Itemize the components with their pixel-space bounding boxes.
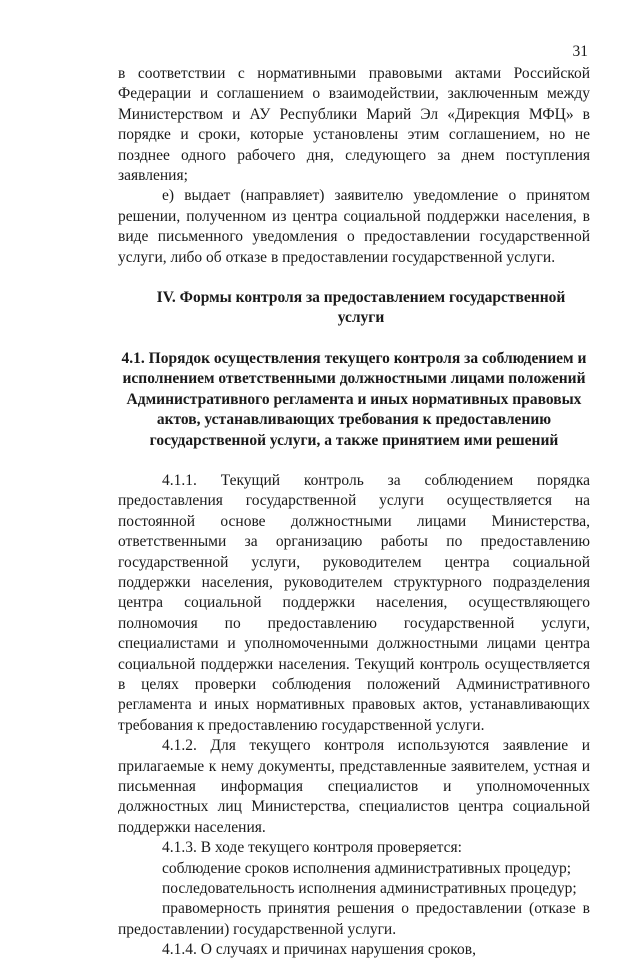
paragraph-continuation: в соответствии с нормативными правовыми актами Российской Федерации и соглашением о взаимодействии, заключенным между Министерством и АУ Республики Марий Эл «Дирекция МФЦ» в порядке и сроки, которые установлены этим соглашением, но не позднее одного рабочего дня, следующего за днем поступления заявления; <box>118 65 590 185</box>
paragraph-4-1-3: 4.1.3. В ходе текущего контроля проверяется: <box>162 839 462 857</box>
list-item: последовательность исполнения административных процедур; <box>162 880 577 898</box>
list-item: правомерность принятия решения о предоставлении (отказе в предоставлении) государственной услуги. <box>118 900 590 938</box>
section-heading: IV. Формы контроля за предоставлением государственной услуги <box>156 289 566 327</box>
paragraph-item-e: е) выдает (направляет) заявителю уведомление о принятом решении, полученном из центра социальной поддержки населения, в виде письменного уведомления о предоставлении государственной услуги, либо об отказе в предоставлении государственной услуги. <box>118 187 590 266</box>
subsection-heading: 4.1. Порядок осуществления текущего контроля за соблюдением и исполнением ответственными должностными лицами положений Административного регламента и иных нормативных правовых актов, устанавливающих требования к предоставлению государственной услуги, а также принятием ими решений <box>121 349 587 449</box>
page-number: 31 <box>572 43 588 60</box>
list-item: соблюдение сроков исполнения административных процедур; <box>162 859 572 877</box>
page-content <box>118 0 590 961</box>
paragraph-4-1-1: 4.1.1. Текущий контроль за соблюдением порядка предоставления государственной услуги осуществляется на постоянной основе должностными лицами Министерства, ответственными за организацию работы по предоставлению государственной услуги, руководителем центра социальной поддержки населения, руководителем структурного подразделения центра социальной поддержки населения, осуществляющего полномочия по предоставлению государственной услуги, специалистами и уполномоченными должностными лицами центра социальной поддержки населения. Текущий контроль осуществляется в целях проверки соблюдения положений Административного регламента и иных нормативных правовых актов, устанавливающих требования к предоставлению государственной услуги. <box>118 471 590 734</box>
paragraph-4-1-2: 4.1.2. Для текущего контроля используются заявление и прилагаемые к нему документы, представленные заявителем, устная и письменная информация специалистов и уполномоченных должностных лиц Министерства, специалистов центра социальной поддержки населения. <box>118 737 590 836</box>
paragraph-4-1-4: 4.1.4. О случаях и причинах нарушения сроков, <box>162 941 476 959</box>
